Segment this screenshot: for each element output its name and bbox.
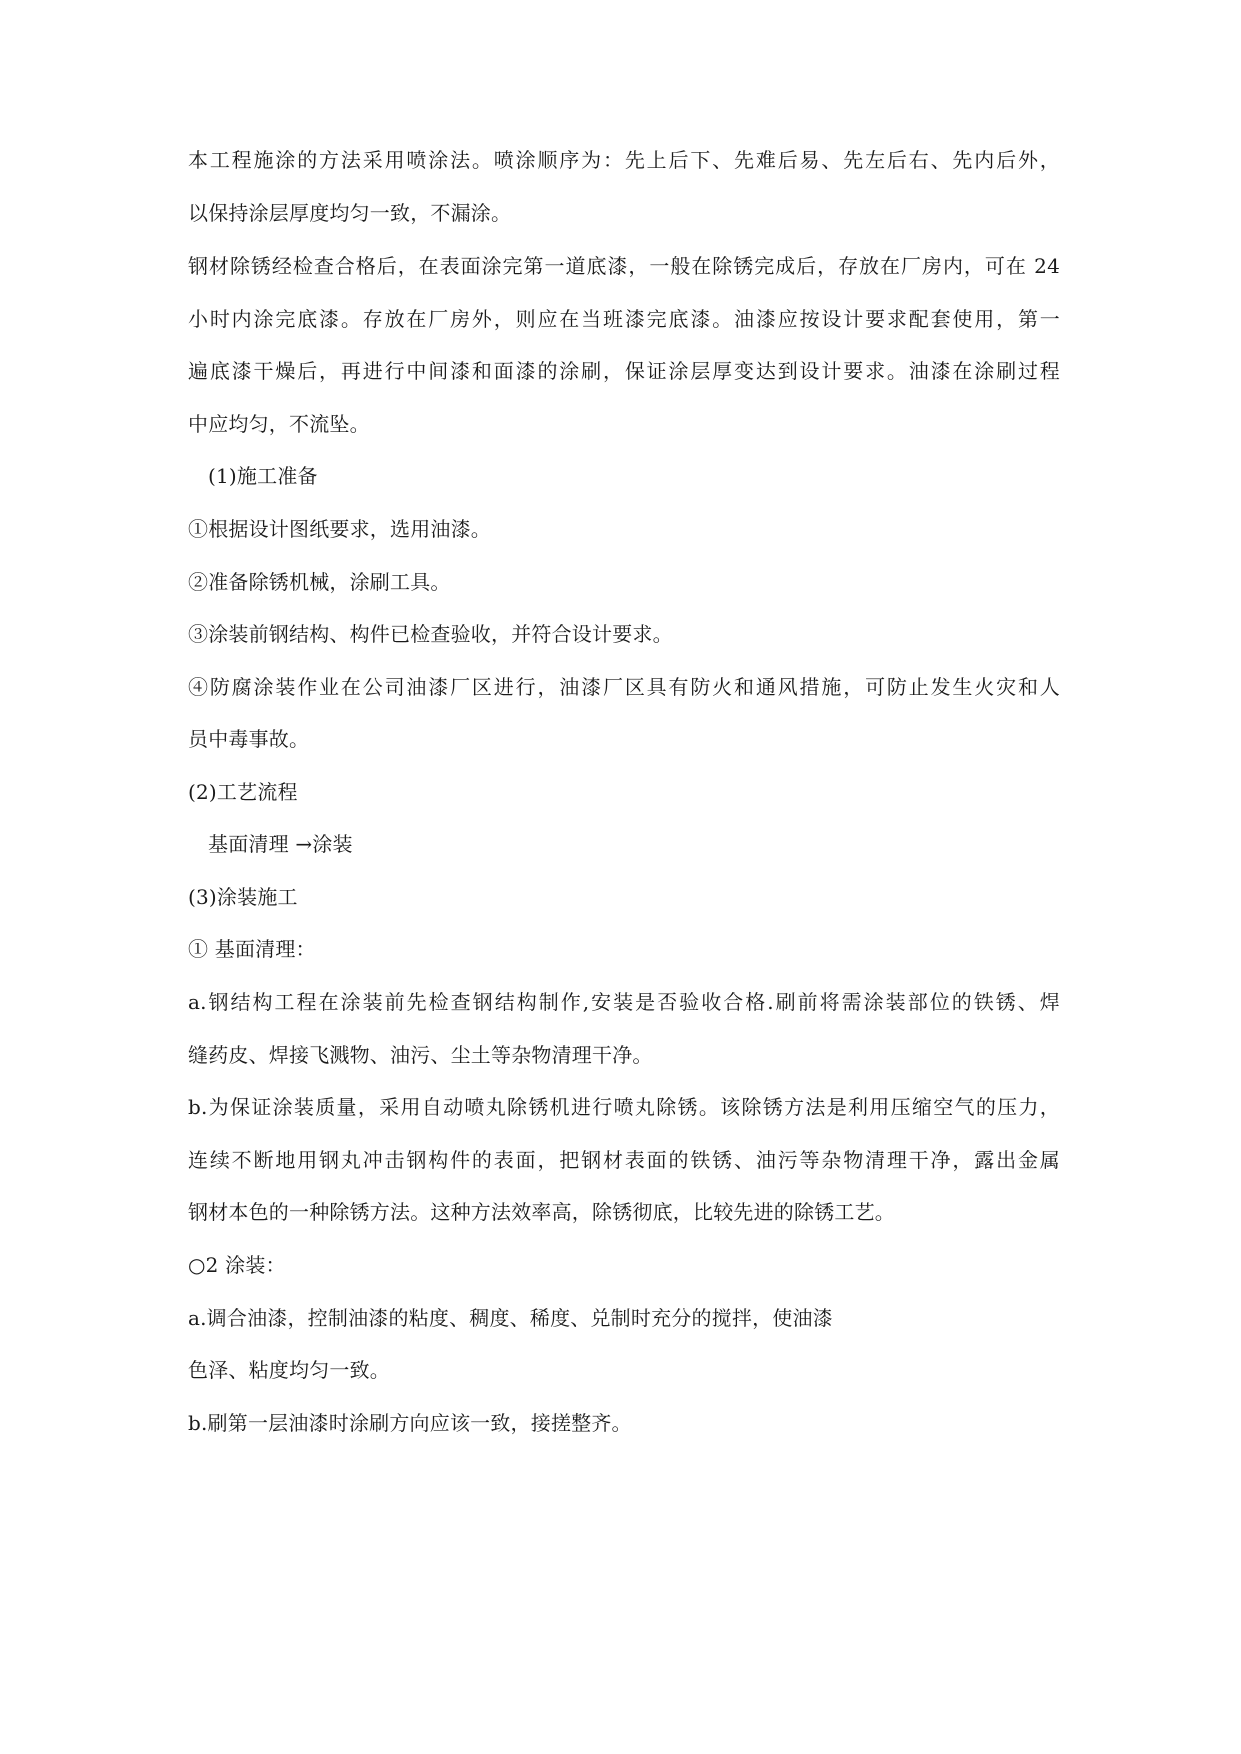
subsection-heading: ○2 涂装： [188, 1253, 286, 1277]
paragraph-line: 小时内涂完底漆。存放在厂房外，则应在当班漆完底漆。油漆应按设计要求配套使用，第一 [188, 307, 1060, 331]
list-item: ④防腐涂装作业在公司油漆厂区进行，油漆厂区具有防火和通风措施，可防止发生火灾和人 [188, 675, 1060, 699]
section-heading: (1)施工准备 [208, 464, 318, 488]
paragraph-line: 本工程施涂的方法采用喷涂法。喷涂顺序为：先上后下、先难后易、先左后右、先内后外， [188, 148, 1060, 172]
paragraph-line: 钢材除锈经检查合格后，在表面涂完第一道底漆，一般在除锈完成后，存放在厂房内，可在 24 [188, 254, 1060, 278]
paragraph-line: b.为保证涂装质量，采用自动喷丸除锈机进行喷丸除锈。该除锈方法是利用压缩空气的压力， [188, 1095, 1060, 1119]
process-flow: 基面清理 →涂装 [208, 832, 353, 856]
paragraph-line: 中应均匀，不流坠。 [188, 412, 370, 436]
section-heading: (3)涂装施工 [188, 885, 298, 909]
paragraph-line: 缝药皮、焊接飞溅物、油污、尘土等杂物清理干净。 [188, 1043, 653, 1067]
list-item: ①根据设计图纸要求，选用油漆。 [188, 517, 491, 541]
paragraph-line: 钢材本色的一种除锈方法。这种方法效率高，除锈彻底，比较先进的除锈工艺。 [188, 1200, 895, 1224]
section-heading: (2)工艺流程 [188, 780, 298, 804]
paragraph-line: b.刷第一层油漆时涂刷方向应该一致，接搓整齐。 [188, 1411, 632, 1435]
paragraph-line: 色泽、粘度均匀一致。 [188, 1358, 390, 1382]
paragraph-line: a.调合油漆，控制油漆的粘度、稠度、稀度、兑制时充分的搅拌，使油漆 [188, 1306, 833, 1330]
subsection-heading: ① 基面清理： [188, 937, 316, 961]
paragraph-line: 员中毒事故。 [188, 727, 310, 751]
list-item: ②准备除锈机械，涂刷工具。 [188, 570, 451, 594]
list-item: ③涂装前钢结构、构件已检查验收，并符合设计要求。 [188, 622, 673, 646]
paragraph-line: 以保持涂层厚度均匀一致，不漏涂。 [188, 201, 512, 225]
paragraph-line: 遍底漆干燥后，再进行中间漆和面漆的涂刷，保证涂层厚变达到设计要求。油漆在涂刷过程 [188, 359, 1060, 383]
paragraph-line: a.钢结构工程在涂装前先检查钢结构制作,安装是否验收合格.刷前将需涂装部位的铁锈、焊 [188, 990, 1060, 1014]
paragraph-line: 连续不断地用钢丸冲击钢构件的表面，把钢材表面的铁锈、油污等杂物清理干净，露出金属 [188, 1148, 1060, 1172]
